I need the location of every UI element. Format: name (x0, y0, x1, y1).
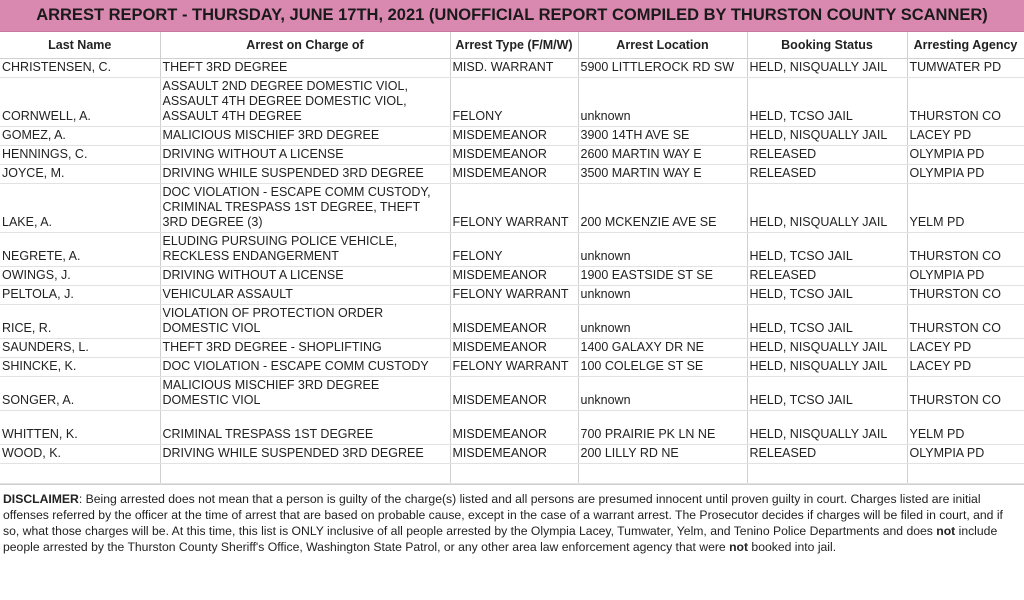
charge-cell: VEHICULAR ASSAULT (160, 286, 450, 305)
charge-cell: DOC VIOLATION - ESCAPE COMM CUSTODY (160, 358, 450, 377)
disclaimer-not-1: not (936, 524, 956, 538)
disclaimer-text-2: include people arrested by the Thurston County Sheriff's Office, Washington State Patrol, or any other area law enforcement agency that were (3, 524, 998, 554)
arrest-location-cell: unknown (578, 233, 747, 267)
arrest-type-cell: FELONY WARRANT (450, 184, 578, 233)
table-row (0, 127, 1024, 146)
arrest-type-cell: MISDEMEANOR (450, 165, 578, 184)
arrest-location-cell: 200 MCKENZIE AVE SE (578, 184, 747, 233)
table-row (0, 286, 1024, 305)
blank-row (0, 464, 1024, 484)
report-title: ARREST REPORT - THURSDAY, JUNE 17TH, 2021 (UNOFFICIAL REPORT COMPILED BY THURSTON COUNTY SCANNER) (0, 0, 1024, 32)
charge-cell: VIOLATION OF PROTECTION ORDER DOMESTIC VIOL (160, 305, 450, 339)
charge-cell: MALICIOUS MISCHIEF 3RD DEGREE (160, 127, 450, 146)
arrest-type-cell: FELONY (450, 78, 578, 127)
last-name-cell: SAUNDERS, L. (0, 339, 160, 358)
arrest-type-cell: MISDEMEANOR (450, 127, 578, 146)
disclaimer-text-1: : Being arrested does not mean that a person is guilty of the charge(s) listed and all persons are presumed innocent until proven guilty in court. Charges listed are initial offenses referred by the officer at the time of arrest that are based on probable cause, except in the case of a warrant arrest. The Prosecutor decides if charges will be filed in court, and if so, what those charges will be. At this time, this list is ONLY inclusive of all people arrested by the Olympia Lacey, Tumwater, Yelm, and Tenino Police Departments and does (3, 492, 1003, 538)
booking-status-cell: HELD, NISQUALLY JAIL (747, 59, 907, 78)
disclaimer-not-2: not (729, 540, 749, 554)
table-row (0, 59, 1024, 78)
charge-cell: DRIVING WITHOUT A LICENSE (160, 146, 450, 165)
arresting-agency-cell: THURSTON CO (907, 233, 1024, 267)
arrest-location-cell: unknown (578, 78, 747, 127)
arresting-agency-cell: OLYMPIA PD (907, 165, 1024, 184)
table-row (0, 377, 1024, 411)
arresting-agency-cell: OLYMPIA PD (907, 146, 1024, 165)
table-row (0, 184, 1024, 233)
arrest-rows (0, 59, 1024, 484)
table-row (0, 445, 1024, 464)
charge-cell: DRIVING WHILE SUSPENDED 3RD DEGREE (160, 165, 450, 184)
last-name-cell: SONGER, A. (0, 377, 160, 411)
last-name-cell: WOOD, K. (0, 445, 160, 464)
arresting-agency-cell: OLYMPIA PD (907, 445, 1024, 464)
booking-status-cell: HELD, TCSO JAIL (747, 377, 907, 411)
arresting-agency-cell: THURSTON CO (907, 377, 1024, 411)
last-name-cell: WHITTEN, K. (0, 411, 160, 445)
table-row (0, 305, 1024, 339)
col-charge: Arrest on Charge of (160, 32, 450, 59)
table-row (0, 358, 1024, 377)
last-name-cell: PELTOLA, J. (0, 286, 160, 305)
arrest-location-cell: 5900 LITTLEROCK RD SW (578, 59, 747, 78)
table-row (0, 411, 1024, 445)
disclaimer-text-3: booked into jail. (748, 540, 837, 554)
arrest-location-cell: unknown (578, 286, 747, 305)
arrest-type-cell: MISDEMEANOR (450, 377, 578, 411)
table-row (0, 165, 1024, 184)
col-booking-status: Booking Status (747, 32, 907, 59)
col-last-name: Last Name (0, 32, 160, 59)
arresting-agency-cell: TUMWATER PD (907, 59, 1024, 78)
empty-cell (747, 464, 907, 484)
arrest-location-cell: 1400 GALAXY DR NE (578, 339, 747, 358)
arresting-agency-cell: YELM PD (907, 411, 1024, 445)
last-name-cell: GOMEZ, A. (0, 127, 160, 146)
arresting-agency-cell: LACEY PD (907, 358, 1024, 377)
empty-cell (0, 464, 160, 484)
table-row (0, 233, 1024, 267)
arrest-location-cell: 200 LILLY RD NE (578, 445, 747, 464)
booking-status-cell: HELD, NISQUALLY JAIL (747, 184, 907, 233)
booking-status-cell: HELD, TCSO JAIL (747, 78, 907, 127)
empty-cell (160, 464, 450, 484)
arrest-type-cell: MISDEMEANOR (450, 411, 578, 445)
arrest-location-cell: 3500 MARTIN WAY E (578, 165, 747, 184)
charge-cell: DRIVING WITHOUT A LICENSE (160, 267, 450, 286)
last-name-cell: HENNINGS, C. (0, 146, 160, 165)
last-name-cell: SHINCKE, K. (0, 358, 160, 377)
booking-status-cell: HELD, NISQUALLY JAIL (747, 339, 907, 358)
table-row (0, 146, 1024, 165)
table-row (0, 339, 1024, 358)
table-row (0, 78, 1024, 127)
arrest-type-cell: MISDEMEANOR (450, 267, 578, 286)
last-name-cell: RICE, R. (0, 305, 160, 339)
disclaimer-label: DISCLAIMER (3, 492, 79, 506)
arrest-location-cell: 3900 14TH AVE SE (578, 127, 747, 146)
booking-status-cell: HELD, TCSO JAIL (747, 233, 907, 267)
charge-cell: THEFT 3RD DEGREE - SHOPLIFTING (160, 339, 450, 358)
booking-status-cell: HELD, NISQUALLY JAIL (747, 127, 907, 146)
booking-status-cell: RELEASED (747, 146, 907, 165)
charge-cell: MALICIOUS MISCHIEF 3RD DEGREE DOMESTIC VIOL (160, 377, 450, 411)
arrest-location-cell: 2600 MARTIN WAY E (578, 146, 747, 165)
empty-cell (450, 464, 578, 484)
booking-status-cell: HELD, NISQUALLY JAIL (747, 411, 907, 445)
arrest-location-cell: unknown (578, 305, 747, 339)
charge-cell: DRIVING WHILE SUSPENDED 3RD DEGREE (160, 445, 450, 464)
arrest-type-cell: MISDEMEANOR (450, 339, 578, 358)
charge-cell: THEFT 3RD DEGREE (160, 59, 450, 78)
arresting-agency-cell: THURSTON CO (907, 78, 1024, 127)
empty-cell (578, 464, 747, 484)
arrest-location-cell: 100 COLELGE ST SE (578, 358, 747, 377)
arrest-type-cell: FELONY WARRANT (450, 286, 578, 305)
arrest-type-cell: FELONY (450, 233, 578, 267)
booking-status-cell: RELEASED (747, 165, 907, 184)
last-name-cell: JOYCE, M. (0, 165, 160, 184)
arresting-agency-cell: OLYMPIA PD (907, 267, 1024, 286)
arresting-agency-cell: THURSTON CO (907, 305, 1024, 339)
booking-status-cell: HELD, TCSO JAIL (747, 286, 907, 305)
charge-cell: CRIMINAL TRESPASS 1ST DEGREE (160, 411, 450, 445)
arresting-agency-cell: THURSTON CO (907, 286, 1024, 305)
last-name-cell: NEGRETE, A. (0, 233, 160, 267)
charge-cell: ELUDING PURSUING POLICE VEHICLE, RECKLESS ENDANGERMENT (160, 233, 450, 267)
arresting-agency-cell: LACEY PD (907, 339, 1024, 358)
arrest-type-cell: MISDEMEANOR (450, 305, 578, 339)
charge-cell: ASSAULT 2ND DEGREE DOMESTIC VIOL, ASSAULT 4TH DEGREE DOMESTIC VIOL, ASSAULT 4TH DEGREE (160, 78, 450, 127)
last-name-cell: LAKE, A. (0, 184, 160, 233)
arresting-agency-cell: YELM PD (907, 184, 1024, 233)
booking-status-cell: HELD, TCSO JAIL (747, 305, 907, 339)
arrest-location-cell: 1900 EASTSIDE ST SE (578, 267, 747, 286)
arrest-type-cell: MISD. WARRANT (450, 59, 578, 78)
col-arrest-type: Arrest Type (F/M/W) (450, 32, 578, 59)
arrest-type-cell: MISDEMEANOR (450, 146, 578, 165)
arrest-location-cell: 700 PRAIRIE PK LN NE (578, 411, 747, 445)
empty-cell (907, 464, 1024, 484)
booking-status-cell: RELEASED (747, 267, 907, 286)
arrest-type-cell: FELONY WARRANT (450, 358, 578, 377)
arrest-type-cell: MISDEMEANOR (450, 445, 578, 464)
last-name-cell: OWINGS, J. (0, 267, 160, 286)
last-name-cell: CHRISTENSEN, C. (0, 59, 160, 78)
arrest-location-cell: unknown (578, 377, 747, 411)
col-arrest-location: Arrest Location (578, 32, 747, 59)
last-name-cell: CORNWELL, A. (0, 78, 160, 127)
charge-cell: DOC VIOLATION - ESCAPE COMM CUSTODY, CRIMINAL TRESPASS 1ST DEGREE, THEFT 3RD DEGREE (3) (160, 184, 450, 233)
booking-status-cell: RELEASED (747, 445, 907, 464)
header-row (0, 32, 1024, 59)
col-arresting-agency: Arresting Agency (907, 32, 1024, 59)
disclaimer (0, 484, 1024, 555)
arrest-table (0, 32, 1024, 484)
arresting-agency-cell: LACEY PD (907, 127, 1024, 146)
booking-status-cell: HELD, NISQUALLY JAIL (747, 358, 907, 377)
table-row (0, 267, 1024, 286)
